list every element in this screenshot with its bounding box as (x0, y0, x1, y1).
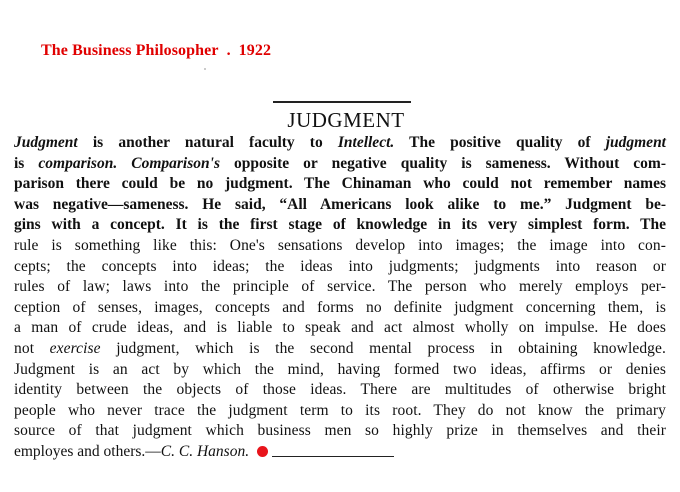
article-body (14, 133, 666, 463)
body-text: judgment, which is the second mental process in obtaining knowledge. (100, 339, 666, 357)
body-text: ception of senses, images, concepts and forms no definite judgment concerning them, is (14, 298, 666, 316)
body-text: people who never trace the judgment term to its root. They do not know the primary (14, 401, 666, 419)
article-line (14, 360, 666, 381)
article-line (14, 236, 666, 257)
article-line (14, 257, 666, 278)
red-marker-dot (257, 446, 268, 457)
emphasis-text: Comparison's (131, 154, 220, 172)
body-text: was negative—sameness. He said, “All Americans look alike to me.” Judgment be- (14, 195, 666, 213)
body-text: gins with a concept. It is the first stage of knowledge in its very simplest form. The (14, 216, 666, 234)
body-text: Judgment is an act by which the mind, having formed two ideas, affirms or denies (14, 360, 666, 378)
author-signature: C. C. Hanson. (160, 442, 250, 460)
article-title (0, 108, 680, 133)
article-line (14, 401, 666, 422)
scan-speck (204, 68, 206, 70)
article-line (14, 174, 666, 195)
source-header (41, 42, 271, 60)
body-text: identity between the objects of those ideas. There are multitudes of otherwise bright (14, 381, 666, 399)
emphasis-text: Judgment (14, 134, 78, 151)
emphasis-text: exercise (49, 339, 101, 357)
article-line (14, 380, 666, 401)
publication-year: 1922 (238, 42, 272, 59)
emphasis-text: judgment (605, 134, 666, 151)
body-text: is (14, 154, 39, 172)
bottom-rule (272, 456, 394, 457)
header-separator: . (226, 42, 231, 59)
body-text (117, 155, 131, 172)
body-text: The positive quality of (394, 134, 606, 151)
article-paragraph-bold (14, 133, 666, 236)
body-text: rule is something like this: One's sensations develop into images; the image into con- (14, 236, 666, 254)
article-line (14, 215, 666, 236)
emphasis-text: comparison. (38, 154, 118, 172)
article-line (14, 277, 666, 298)
article-line (14, 154, 666, 175)
body-text: parison there could be no judgment. The Chinaman who could not remember names (14, 175, 666, 193)
body-text: source of that judgment which business men so highly prize in themselves and their (14, 422, 666, 440)
body-text: opposite or negative quality is sameness. Without com- (219, 154, 667, 172)
body-text: rules of law; laws into the principle of service. The person who merely employs per- (14, 278, 666, 296)
body-text: a man of crude ideas, and is liable to speak and act almost wholly on impulse. He does (14, 319, 666, 337)
article-closing-line (14, 442, 666, 463)
article-line (14, 195, 666, 216)
body-text: cepts; the concepts into ideas; the ideas into judgments; judgments into reason or (14, 257, 666, 275)
closing-text: employes and others.— (14, 442, 161, 460)
article-line (14, 133, 666, 154)
article-paragraph-plain (14, 236, 666, 442)
article-line (14, 298, 666, 319)
body-text: not (14, 339, 50, 357)
publication-name: The Business Philosopher (41, 42, 219, 59)
article-line (14, 421, 666, 442)
article-line (14, 339, 666, 360)
title-rule-top (273, 101, 411, 103)
emphasis-text: Intellect. (337, 134, 395, 151)
article-title-text: JUDGMENT (287, 108, 405, 132)
body-text: is another natural faculty to (77, 134, 338, 151)
article-line (14, 318, 666, 339)
